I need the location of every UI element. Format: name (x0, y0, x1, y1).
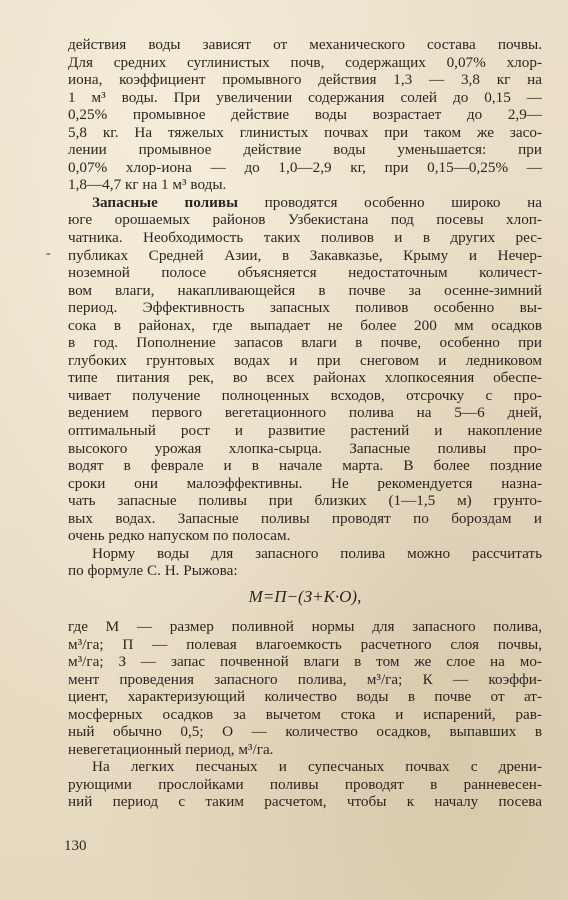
text-line: ведением первого вегетационного полива на 5—6 дней, (68, 404, 542, 422)
text-line: юге орошаемых районов Узбекистана под посевы хлоп- (68, 211, 542, 229)
text-line: На легких песчаных и супесчаных почвах с дрени- (92, 758, 542, 776)
text-line: невегетационный период, м³/га. (68, 740, 274, 758)
text-line: 1,8—4,7 кг на 1 м³ воды. (68, 176, 227, 194)
text-line (68, 194, 542, 212)
text-line: период. Эффективность запасных поливов особенно вы- (68, 299, 542, 317)
text-line: ноземной полосе объясняется недостаточным количест- (68, 264, 542, 282)
paragraph-formula-legend (68, 618, 542, 758)
page-text (68, 36, 542, 811)
text-line: чивает получение полноценных всходов, отсрочку с про- (68, 386, 542, 404)
text-line: циент, характеризующий количество воды в почве от ат- (68, 688, 542, 706)
text-line: публиках Средней Азии, в Закавказье, Крыму и Нечер- (68, 246, 542, 264)
margin-mark: - (46, 246, 51, 261)
text-line: типе питания рек, во всех районах хлопкосеяния обеспе- (68, 369, 542, 387)
text-line: глубоких грунтовых водах и при снеговом и ледниковом (68, 351, 542, 369)
text-line: 0,07% хлор-иона — до 1,0—2,9 кг, при 0,15—0,25% — (68, 158, 542, 176)
text-line: действия воды зависят от механического состава почвы. (68, 36, 542, 53)
text-line: оптимальный рост и развитие растений и накопление (68, 422, 542, 440)
text-line: лении промывное действие воды уменьшается: при (68, 141, 542, 159)
text-line: вом влаги, накапливающейся в почве за осенне-зимний (68, 281, 542, 299)
text-line: мосферных осадков за вычетом стока и испарений, рав- (68, 705, 542, 723)
text-line: очень редко напуском по полосам. (68, 527, 291, 545)
paragraph-reserve-irrigation (68, 194, 542, 545)
text-line: ний период с таким расчетом, чтобы к началу посева (68, 793, 542, 811)
text-line: рующими прослойками поливы проводят в ранневесен- (68, 775, 542, 793)
page-number: 130 (64, 838, 87, 854)
text-line: высокого урожая хлопка-сырца. Запасные поливы про- (68, 439, 542, 457)
text-line: в год. Пополнение запасов влаги в почве, особенно при (68, 334, 542, 352)
text-line: сроки они малоэффективны. Не рекомендуется назна- (68, 474, 542, 492)
text-line: чатника. Необходимость таких поливов и в других рес- (68, 229, 542, 247)
text-line: м³/га; П — полевая влагоемкость расчетного слоя почвы, (68, 635, 542, 653)
text-line: 5,8 кг. На тяжелых глинистых почвах при таком же засо- (68, 123, 542, 141)
paragraph-formula-intro (68, 545, 542, 608)
bold-term: Запасные поливы (92, 193, 238, 211)
text-line: где М — размер поливной нормы для запасного полива, (68, 617, 542, 635)
text-line: вых водах. Запасные поливы проводят по бороздам и (68, 509, 542, 527)
text-line: чать запасные поливы при близких (1—1,5 м) грунто- (68, 492, 542, 510)
text-line: иона, коэффициент промывного действия 1,3 — 3,8 кг на (68, 71, 542, 89)
text-fragment: проводятся особенно широко на (238, 193, 542, 211)
formula: М=П−(З+К·О), (248, 586, 362, 606)
text-line: по формуле С. Н. Рыжова: (68, 562, 238, 580)
text-line: сока в районах, где выпадает не более 200 мм осадков (68, 316, 542, 334)
text-line: 1 м³ воды. При увеличении содержания солей до 0,15 — (68, 88, 542, 106)
text-line: водят в феврале и в начале марта. В более поздние (68, 457, 542, 475)
paragraph-sandy-soils (68, 758, 542, 811)
text-line: Для средних суглинистых почв, содержащих 0,07% хлор- (68, 53, 542, 71)
text-line: м³/га; З — запас почвенной влаги в том же слое на мо- (68, 653, 542, 671)
text-line: мент проведения запасного полива, м³/га; К — коэффи- (68, 670, 542, 688)
text-line: 0,25% промывное действие воды возрастает до 2,9— (68, 106, 542, 124)
text-line: ный обычно 0,5; О — количество осадков, выпавших в (68, 723, 542, 741)
paragraph-salinity-washing (68, 36, 542, 194)
text-line: Норму воды для запасного полива можно рассчитать (92, 544, 542, 562)
